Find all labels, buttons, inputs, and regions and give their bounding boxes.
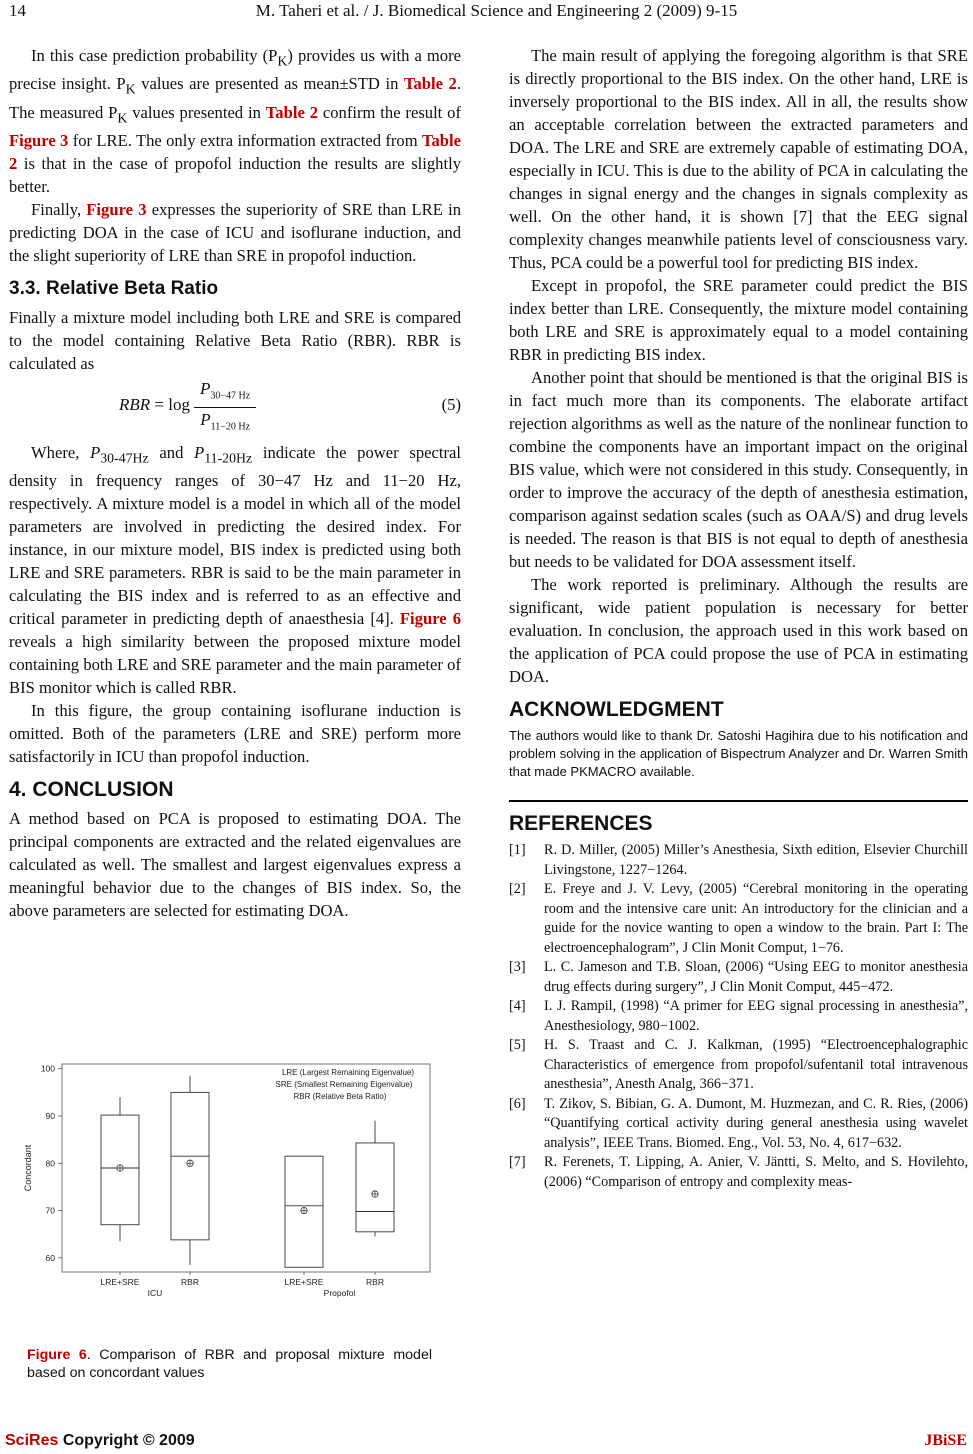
legend-line: LRE (Largest Remaining Eigenvalue): [281, 1068, 415, 1077]
section-heading-3-3: 3.3. Relative Beta Ratio: [9, 277, 219, 299]
equation-number: (5): [441, 394, 461, 414]
section-heading-conclusion: 4. CONCLUSION: [9, 778, 174, 802]
group-label-icu: ICU: [147, 1288, 163, 1298]
y-tick-label: 90: [45, 1111, 55, 1121]
paragraph-conclusion: A method based on PCA is proposed to estimating DOA. The principal components are extracted and the related eigenvalues are calculated as well. The smallest and largest eigenvalues express a meaningful behavior due to the changes of BIS index. So, the above parameters are selected for estimating DOA.: [9, 809, 461, 921]
figure-6-boxplot: [20, 1062, 435, 1302]
reference-number: [4]: [509, 998, 526, 1014]
page-number: 14: [9, 1, 26, 20]
section-heading-acknowledgment: ACKNOWLEDGMENT: [509, 698, 724, 721]
y-axis-label: Concordant: [23, 1144, 33, 1192]
running-head: M. Taheri et al. / J. Biomedical Science and Engineering 2 (2009) 9-15: [255, 1, 738, 20]
reference-number: [5]: [509, 1037, 526, 1053]
reference-number: [3]: [509, 959, 526, 975]
figure-ref-link[interactable]: Figure 3: [86, 199, 147, 219]
figure-ref-link[interactable]: Figure 3: [9, 130, 69, 150]
reference-text: E. Freye and J. V. Levy, (2005) “Cerebral monitoring in the operating room and the intensive care unit: An introductory for the clinician and a guide for the novice wanting to open a window to the brain. Part I: The electroencephalogram”, J Clin Monit Comput, 1−76.: [544, 881, 968, 956]
reference-number: [1]: [509, 842, 526, 858]
reference-item: [509, 841, 968, 880]
x-tick-label: RBR: [366, 1277, 384, 1287]
table-ref-link[interactable]: Table 2: [265, 102, 318, 122]
y-tick-label: 100: [40, 1063, 55, 1074]
divider: [509, 800, 968, 802]
reference-text: L. C. Jameson and T.B. Sloan, (2006) “Using EEG to monitor anesthesia drug effects during surgery”, J Clin Monit Comput, 445−472.: [544, 959, 968, 995]
section-heading-references: REFERENCES: [509, 812, 653, 835]
acknowledgment-text: The authors would like to thank Dr. Satoshi Hagihira due to his notification and problem solving in the application of Bispectrum Analyzer and Dr. Warren Smith that made PKMACRO available.: [509, 728, 968, 779]
paragraph-main-result: The main result of applying the foregoing algorithm is that SRE is directly proportional to the BIS index. On the other hand, LRE is inversely proportional to the BIS index. All in all, the results show an acceptable correlation between the extracted parameters and DOA. The LRE and SRE are extremely capable of estimating DOA, especially in ICU. This is due to the ability of PCA in calculating the changes in signal energy and the changes in signals complexity as well. On the other hand, it is shown [7] that the EEG signal complexity changes meanwhile patients level of consciousness vary. Thus, PCA could be a powerful tool for predicting BIS index.: [509, 46, 968, 272]
x-tick-label: LRE+SRE: [284, 1277, 324, 1287]
reference-item: [509, 997, 968, 1036]
reference-item: [509, 1095, 968, 1154]
y-tick-label: 60: [45, 1252, 55, 1263]
reference-item: [509, 1036, 968, 1095]
reference-number: [2]: [509, 881, 526, 897]
y-tick-label: 80: [45, 1158, 55, 1169]
reference-item: [509, 880, 968, 958]
reference-item: [509, 958, 968, 997]
reference-text: R. D. Miller, (2005) Miller’s Anesthesia, Sixth edition, Elsevier Churchill Livingstone, 1227−1264.: [544, 842, 968, 878]
journal-abbrev: JBiSE: [924, 1432, 967, 1449]
paragraph-except-propofol: Except in propofol, the SRE parameter could predict the BIS index better than LRE. Consequently, the mixture model containing both LRE and SRE is approximately equal to a model containing RBR in predicting BIS index.: [509, 276, 968, 364]
reference-number: [7]: [509, 1154, 526, 1170]
right-column: [509, 44, 968, 1192]
table-ref-link[interactable]: Table 2: [9, 130, 461, 173]
left-column: [9, 44, 461, 922]
legend-line: SRE (Smallest Remaining Eigenvalue): [275, 1080, 413, 1089]
running-header: [0, 0, 973, 22]
reference-item: [509, 1153, 968, 1192]
paragraph-in-this-figure: In this figure, the group containing isoflurane induction is omitted. Both of the parameters (LRE and SRE) perform more satisfactorily in ICU than propofol induction.: [9, 701, 461, 767]
group-label-propofol: Propofol: [323, 1288, 356, 1298]
paragraph-rbr-intro: Finally a mixture model including both LRE and SRE is compared to the model containing Relative Beta Ratio (RBR). RBR is calculated as: [9, 307, 461, 373]
box-propofol-rbr: [356, 1143, 394, 1232]
legend-line: RBR (Relative Beta Ratio): [293, 1092, 387, 1101]
reference-text: H. S. Traast and C. J. Kalkman, (1995) “Electroencephalographic Characteristics of emergence from propofol/sufentanil total intravenous anesthesia”, Anesth Analg, 366−371.: [544, 1037, 968, 1092]
paragraph-preliminary: The work reported is preliminary. Although the results are significant, wide patient population is necessary for better evaluation. In conclusion, the approach used in this work based on the application of PCA could propose the use of PCA in estimating DOA.: [509, 575, 968, 686]
equation-5: RBR = log $\frac{P_{30-47 Hz}}{P_{11-20 Hz}}$ (5): [119, 378, 461, 433]
page-footer: [0, 1430, 973, 1452]
x-tick-label: LRE+SRE: [100, 1277, 140, 1287]
figure-ref-link[interactable]: Figure 6: [399, 609, 461, 629]
y-tick-label: 70: [45, 1205, 55, 1216]
paragraph-another-point: Another point that should be mentioned is that the original BIS is in fact much more than its components. The elaborate artifact rejection algorithms as well as the nature of the nonlinear function to combine the components have an important impact on the original BIS value, which were not considered in this study. Consequently, in order to improve the accuracy of the depth of anesthesia estimation, comparison against sedation scales (such as OAA/S) and drug levels is needed. The reason is that BIS is not equal to depth of anesthesia but needs to be validated for DOA assessment itself.: [509, 368, 968, 571]
paragraph-where: Where, $P_{30-47Hz}$ and $P_{11-20Hz}$ indicate the power spectral density in frequency ranges of 30−47 Hz and 11−20 Hz, respectively. A mixture model is a model in which all of the model parameters are involved in predicting the desired index. For instance, in our mixture model, BIS index is predicted using both LRE and SRE parameters. RBR is said to be the main parameter in calculating the BIS index and is referred to as an effective and critical parameter in predicting depth of anaesthesia [4]. Figure 6 reveals a high similarity between the proposed mixture model containing both LRE and SRE parameter and the main parameter of BIS monitor which is called RBR.: [9, 442, 462, 698]
copyright: SciRes Copyright © 2009: [5, 1432, 195, 1449]
reference-list: [509, 841, 968, 1192]
reference-text: R. Ferenets, T. Lipping, A. Anier, V. Jäntti, S. Melto, and S. Hovilehto, (2006) “Comparison of entropy and complexity meas-: [544, 1154, 968, 1190]
paragraph-finally: Finally, Figure 3 expresses the superiority of SRE than LRE in predicting DOA in the case of ICU and isoflurane induction, and the slight superiority of LRE than SRE in propofol induction.: [9, 199, 461, 265]
paragraph-pk: In this case prediction probability $(P_K)$ provides us with a more precise insight. $P_K$ values are presented as mean±STD in Table 2. The measured $P_K$ values presented in Table 2 confirm the result of Figure 3 for LRE. The only extra information extracted from Table 2 is that in the case of propofol induction the results are slightly better.: [9, 46, 461, 196]
reference-text: T. Zikov, S. Bibian, G. A. Dumont, M. Huzmezan, and C. R. Ries, (2006) “Quantifying cortical activity during general anesthesia using wavelet analysis”, IEEE Trans. Biomed. Eng., Vol. 53, No. 4, 617−632.: [544, 1095, 968, 1151]
reference-number: [6]: [509, 1095, 526, 1112]
figure-caption: Figure 6. Comparison of RBR and proposal mixture model based on concordant values: [27, 1347, 432, 1381]
table-ref-link[interactable]: Table 2: [403, 74, 457, 94]
reference-text: I. J. Rampil, (1998) “A primer for EEG signal processing in anesthesia”, Anesthesiology, 980−1002.: [544, 998, 968, 1034]
x-tick-label: RBR: [181, 1277, 199, 1287]
